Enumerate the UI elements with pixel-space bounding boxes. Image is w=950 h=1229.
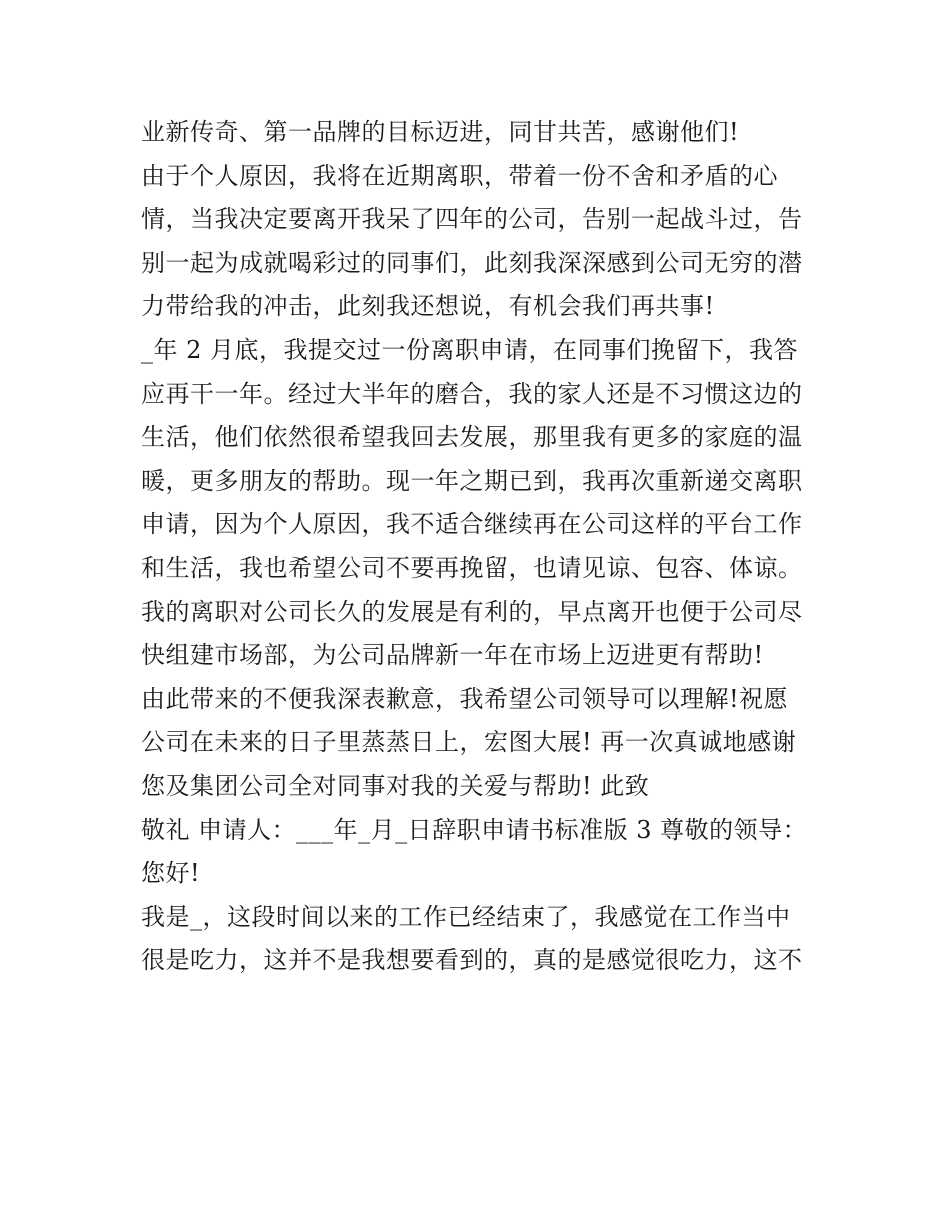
text-line: 别一起为成就喝彩过的同事们，此刻我深深感到公司无穷的潜 [141,248,803,277]
text-line: 由于个人原因，我将在近期离职，带着一份不舍和矛盾的心 [141,161,778,190]
text-line: 由此带来的不便我深表歉意，我希望公司领导可以理解!祝愿 [141,684,789,713]
text-line: _年 2 月底，我提交过一份离职申请，在同事们挽留下，我答 [141,335,799,364]
text-line: 我的离职对公司长久的发展是有利的，早点离开也便于公司尽 [141,597,803,626]
text-line: 应再干一年。经过大半年的磨合，我的家人还是不习惯这边的 [141,379,803,408]
text-line: 力带给我的冲击，此刻我还想说，有机会我们再共事! [141,292,715,321]
text-line: 很是吃力，这并不是我想要看到的，真的是感觉很吃力，这不 [141,946,803,975]
document-body [141,111,821,983]
text-line: 我是_，这段时间以来的工作已经结束了，我感觉在工作当中 [141,902,791,931]
text-line: 申请，因为个人原因，我不适合继续再在公司这样的平台工作 [141,510,803,539]
text-line: 业新传奇、第一品牌的目标迈进，同甘共苦，感谢他们! [141,118,740,146]
text-line: 您好! [141,859,201,888]
text-line: 生活，他们依然很希望我回去发展，那里我有更多的家庭的温 [141,423,803,452]
text-line: 敬礼 申请人：___年_月_日辞职申请书标准版 3 尊敬的领导： [141,815,808,844]
text-line: 您及集团公司全对同事对我的关爱与帮助! 此致 [141,771,650,800]
text-line: 快组建市场部，为公司品牌新一年在市场上迈进更有帮助! [141,641,764,670]
text-line: 公司在未来的日子里蒸蒸日上，宏图大展! 再一次真诚地感谢 [141,728,797,757]
text-line: 和生活，我也希望公司不要再挽留，也请见谅、包容、体谅。 [141,553,803,582]
text-line: 情，当我决定要离开我呆了四年的公司，告别一起战斗过，告 [141,205,803,234]
text-line: 暖，更多朋友的帮助。现一年之期已到，我再次重新递交离职 [141,466,803,495]
